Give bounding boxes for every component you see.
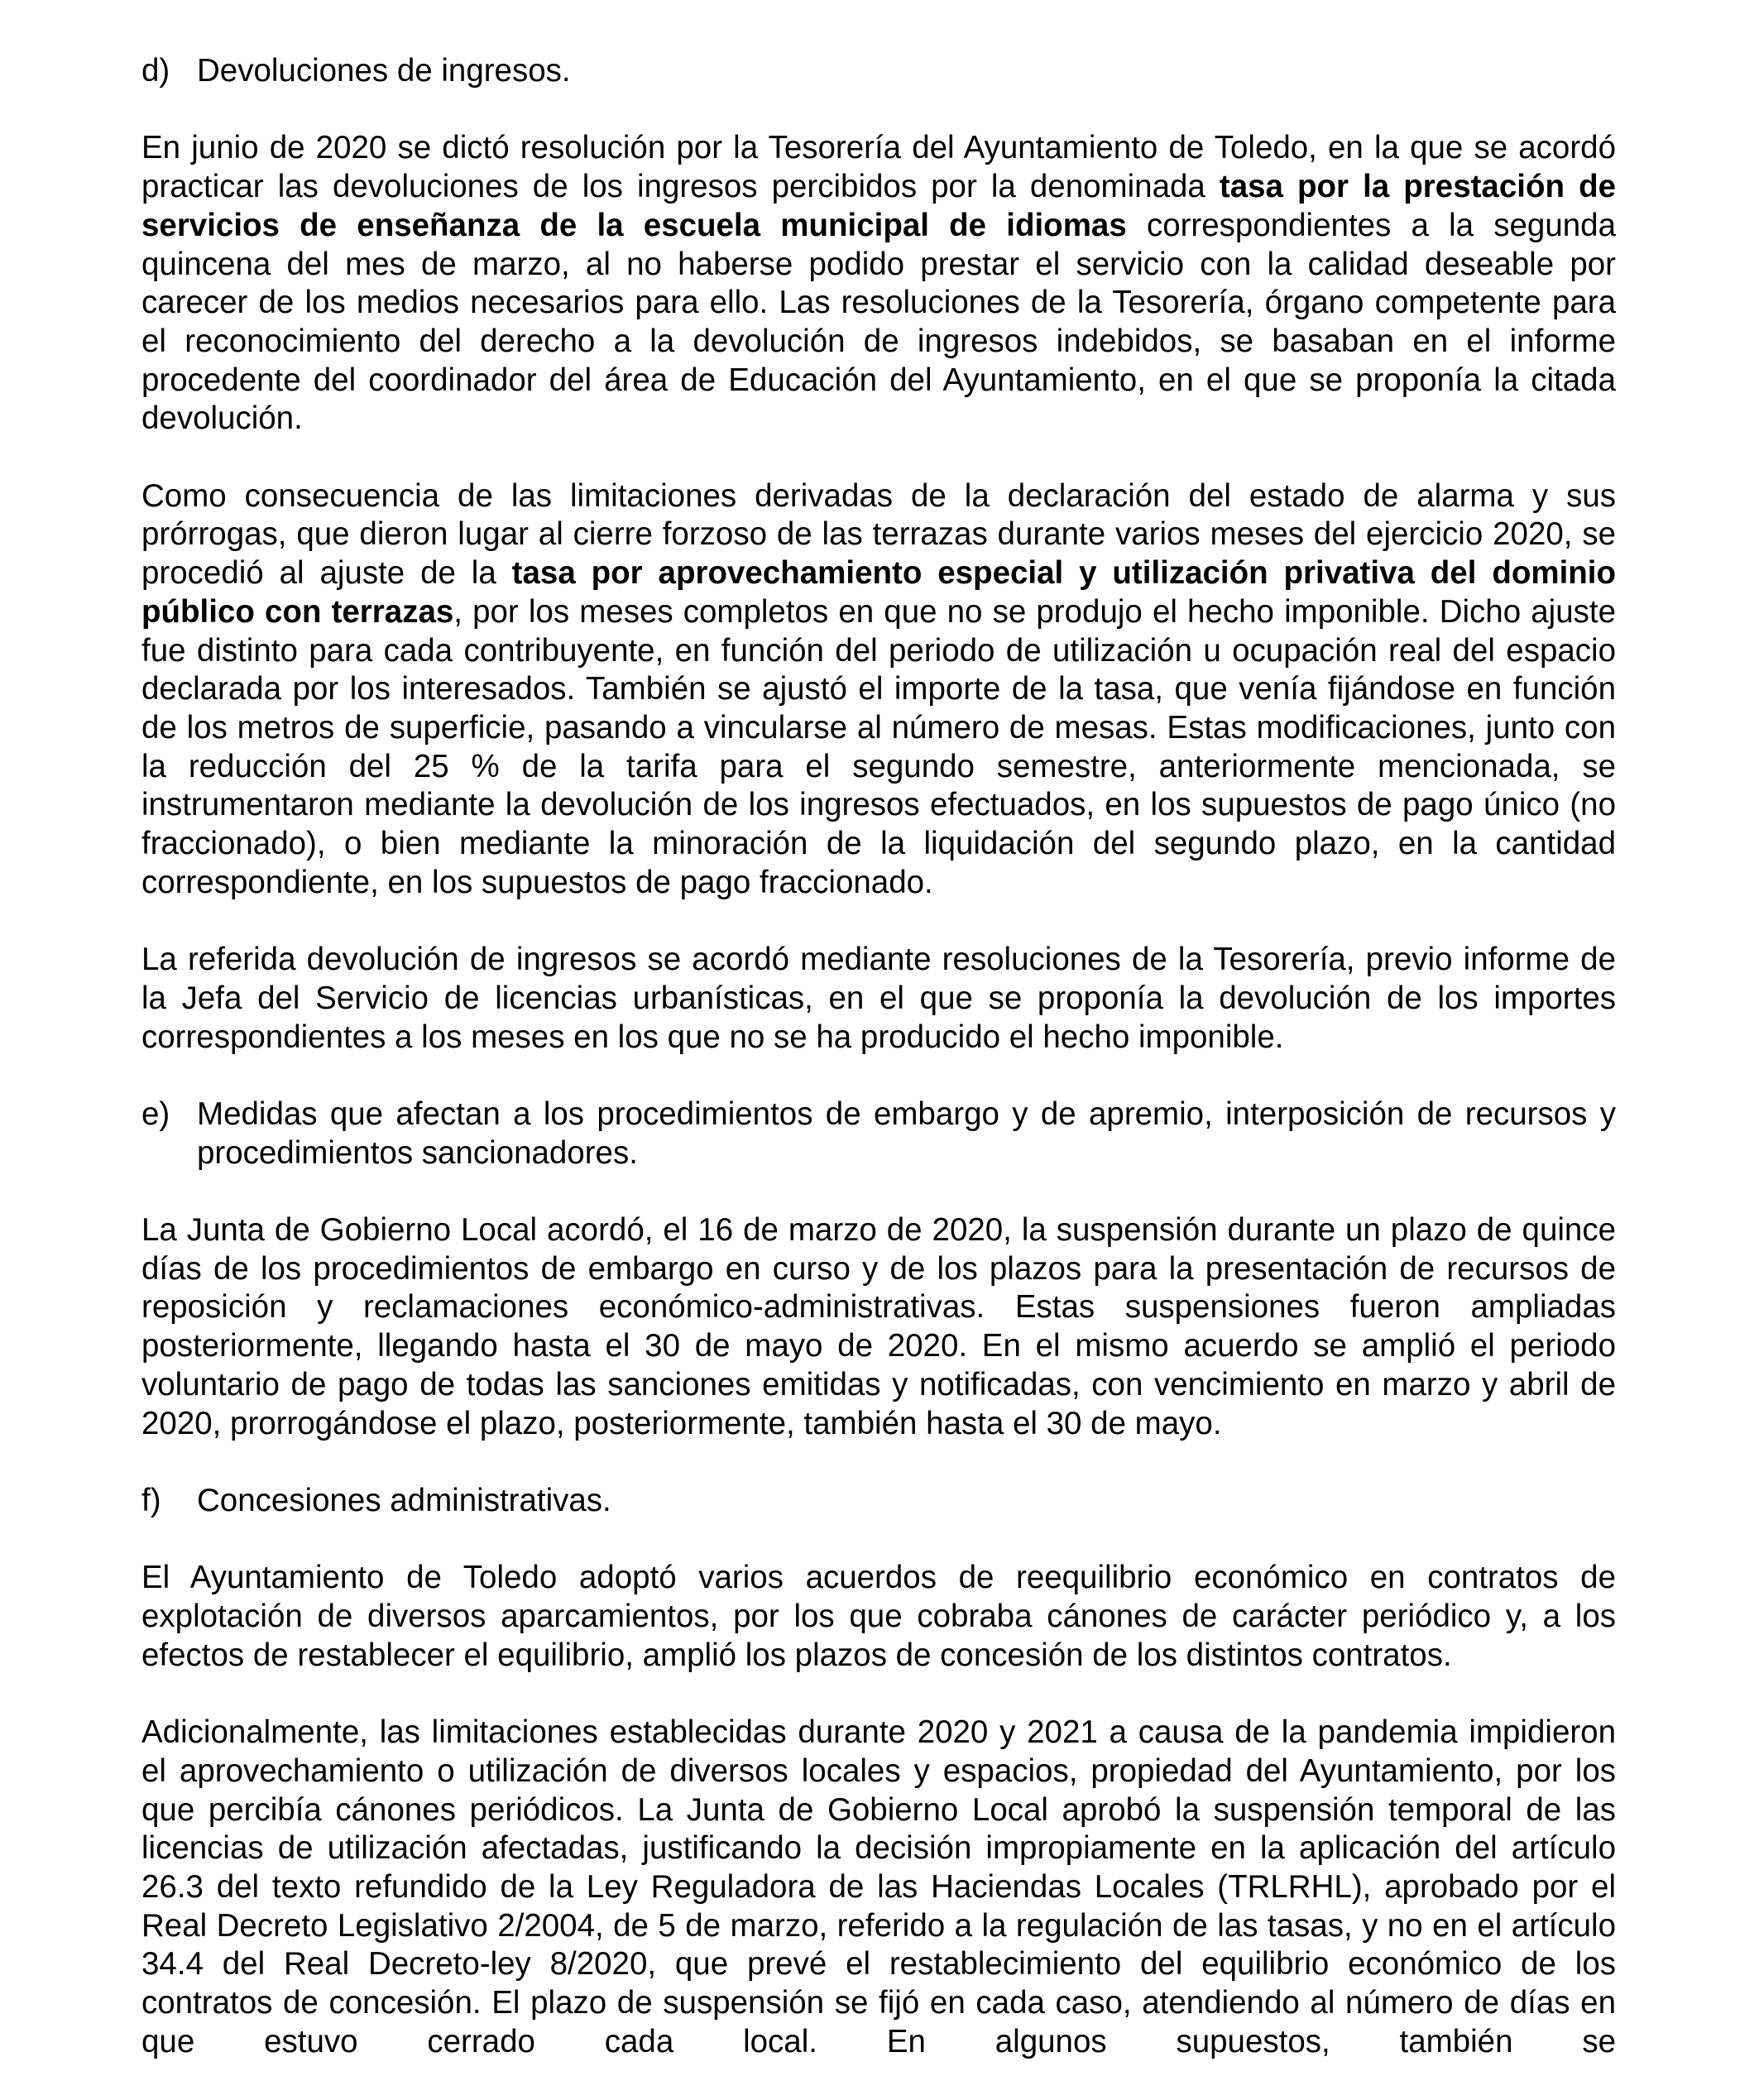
- bold-term: tasa por la prestación de servicios de enseñanza de la escuela municipal de idiomas: [141, 169, 1616, 243]
- paragraph: [141, 129, 1616, 439]
- paragraph-text: En junio de 2020 se dictó resolución por la Tesorería del Ayuntamiento de Toledo, en la que se acordó practicar las devoluciones de los ingresos percibidos por la denominada: [141, 130, 1616, 205]
- paragraph-text: Adicionalmente, las limitaciones establecidas durante 2020 y 2021 a causa de la pandemia impidieron el aprovechamiento o utilización de diversos locales y espacios, propiedad del Ayuntamiento, por los que percibía cánones periódicos. La Junta de Gobierno Local aprobó la suspensión temporal de las licencias de utilización afectadas, justificando la decisión impropiamente en la aplicación del artículo 26.3 del texto refundido de la Ley Reguladora de las Haciendas Locales (TRLRHL), aprobado por el Real Decreto Legislativo 2/2004, de 5 de marzo, referido a la regulación de las tasas, y no en el artículo 34.4 del Real Decreto-ley 8/2020, que prevé el restablecimiento del equilibrio económico de los contratos de concesión. El plazo de suspensión se fijó en cada caso, atendiendo al número de días en que estuvo cerrado cada local. En algunos supuestos, también se: [141, 1714, 1616, 2059]
- paragraph: [141, 1559, 1616, 1675]
- paragraph: [141, 941, 1616, 1057]
- section-title: Concesiones administrativas.: [197, 1482, 611, 1518]
- paragraph-text: Como consecuencia de las limitaciones derivadas de la declaración del estado de alarma y sus prórrogas, que dieron lugar al cierre forzoso de las terrazas durante varios meses del ejercicio 2020, se procedió al ajuste de la: [141, 477, 1616, 592]
- bold-term: tasa por aprovechamiento especial y utilización privativa del dominio público con terrazas: [141, 555, 1617, 630]
- section-heading-f: [141, 1482, 1616, 1521]
- paragraph-text: La referida devolución de ingresos se acordó mediante resoluciones de la Tesorería, previo informe de la Jefa del Servicio de licencias urbanísticas, en el que se proponía la devolución de los importes correspondientes a los meses en los que no se ha producido el hecho imponible.: [141, 942, 1616, 1055]
- section-heading-e: [141, 1096, 1616, 1172]
- paragraph: [141, 477, 1616, 903]
- section-marker: f): [141, 1482, 161, 1518]
- paragraph-text: La Junta de Gobierno Local acordó, el 16 de marzo de 2020, la suspensión durante un plazo de quince días de los procedimientos de embargo en curso y de los plazos para la presentación de recursos de reposición y reclamaciones económico-administrativas. Estas suspensiones fueron ampliadas posteriormente, llegando hasta el 30 de mayo de 2020. En el mismo acuerdo se amplió el periodo voluntario de pago de todas las sanciones emitidas y notificadas, con vencimiento en marzo y abril de 2020, prorrogándose el plazo, posteriormente, también hasta el 30 de mayo.: [141, 1212, 1616, 1441]
- section-marker: d): [141, 53, 170, 89]
- paragraph-text: , por los meses completos en que no se produjo el hecho imponible. Dicho ajuste fue distinto para cada contribuyente, en función del periodo de utilización u ocupación real del espacio declarada por los interesados. También se ajustó el importe de la tasa, que venía fijándose en función de los metros de superficie, pasando a vincularse al número de mesas. Estas modificaciones, junto con la reducción del 25 % de la tarifa para el segundo semestre, anteriormente mencionada, se instrumentaron mediante la devolución de los ingresos efectuados, en los supuestos de pago único (no fraccionado), o bien mediante la minoración de la liquidación del segundo plazo, en la cantidad correspondiente, en los supuestos de pago fraccionado.: [141, 593, 1616, 900]
- document-page: [141, 52, 1616, 2100]
- section-heading-d: [141, 52, 1616, 91]
- paragraph: [141, 1714, 1616, 2061]
- section-title: Medidas que afectan a los procedimientos de embargo y de apremio, interposición de recursos y procedimientos sancionadores.: [197, 1096, 1616, 1171]
- paragraph: [141, 1211, 1616, 1443]
- section-title: Devoluciones de ingresos.: [197, 53, 571, 89]
- section-marker: e): [141, 1096, 170, 1132]
- paragraph-text: El Ayuntamiento de Toledo adoptó varios acuerdos de reequilibrio económico en contratos de explotación de diversos aparcamientos, por los que cobraba cánones de carácter periódico y, a los efectos de restablecer el equilibrio, amplió los plazos de concesión de los distintos contratos.: [141, 1560, 1616, 1673]
- paragraph-text: correspondientes a la segunda quincena del mes de marzo, al no haberse podido prestar el servicio con la calidad deseable por carecer de los medios necesarios para ello. Las resoluciones de la Tesorería, órgano competente para el reconocimiento del derecho a la devolución de ingresos indebidos, se basaban en el informe procedente del coordinador del área de Educación del Ayuntamiento, en el que se proponía la citada devolución.: [141, 207, 1616, 437]
